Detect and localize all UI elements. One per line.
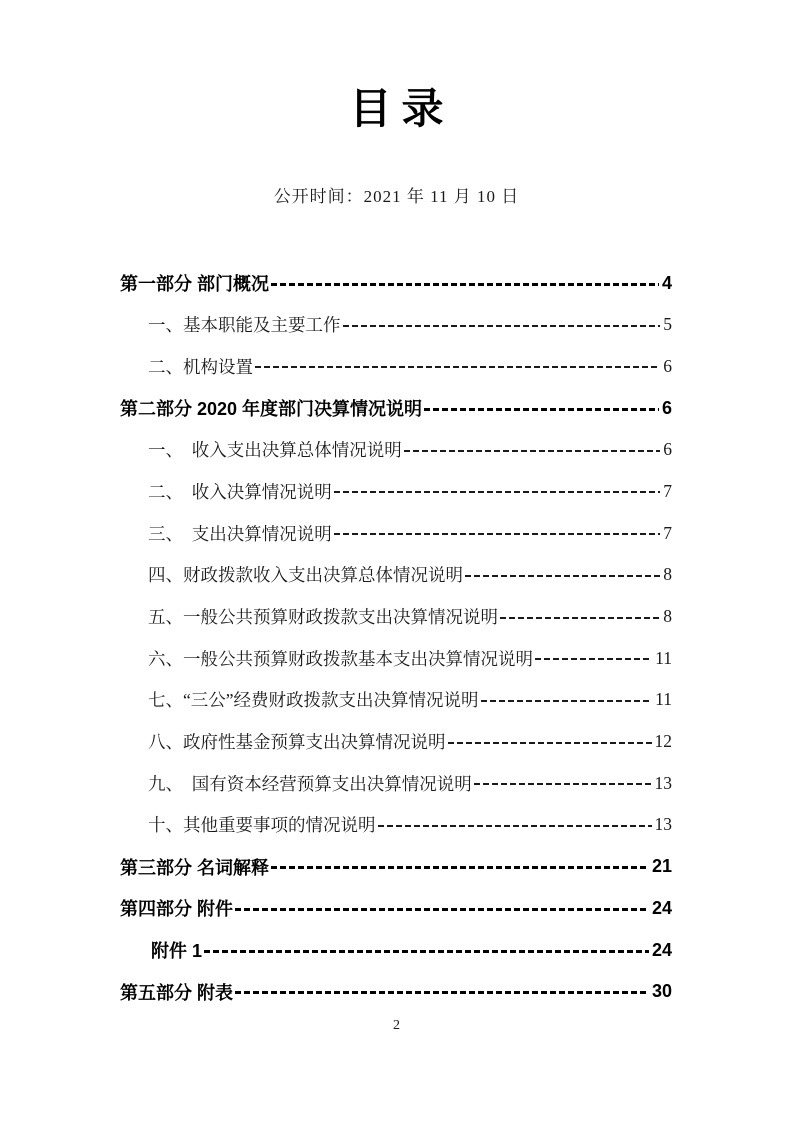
toc-page-number: 7 [663,522,672,543]
toc-entry [120,304,672,346]
toc-entry-label: 附件 1 [151,941,203,962]
toc-dash-leader [343,325,661,327]
toc-entry [120,929,672,971]
toc-entry [120,554,672,596]
toc-page-number: 7 [663,480,672,501]
toc-list [0,262,793,1012]
toc-dash-leader [474,783,652,785]
toc-entry [120,512,672,554]
page-title: 目录 [349,85,454,132]
toc-page-number: 8 [663,564,672,585]
toc-entry-label: 第一部分 部门概况 [120,274,270,295]
toc-page-number: 6 [663,439,672,460]
toc-entry [120,679,672,721]
toc-entry-label: 一、基本职能及主要工作 [148,315,341,336]
toc-entry [120,429,672,471]
toc-entry [120,721,672,763]
toc-entry-label: 九、 国有资本经营预算支出决算情况说明 [148,773,472,794]
toc-entry-label: 一、 收入支出决算总体情况说明 [148,440,402,461]
toc-dash-leader [535,658,652,660]
toc-page-number: 21 [651,856,672,877]
toc-entry [120,596,672,638]
toc-entry [120,346,672,388]
toc-dash-leader [204,950,649,953]
toc-page-number: 11 [655,647,672,668]
toc-page-number: 6 [661,397,672,418]
toc-entry [120,262,672,304]
toc-dash-leader [404,450,661,452]
toc-page-number: 30 [651,981,672,1002]
toc-entry-label: 二、机构设置 [148,356,253,377]
toc-dash-leader [465,575,660,577]
toc-page-number: 8 [663,606,672,627]
toc-entry-label: 四、财政拨款收入支出决算总体情况说明 [148,565,463,586]
toc-dash-leader [481,700,653,702]
toc-page-number: 12 [654,731,672,752]
toc-entry-label: 二、 收入决算情况说明 [148,481,332,502]
toc-dash-leader [235,991,649,994]
toc-entry-label: 六、一般公共预算财政拨款基本支出决算情况说明 [148,648,533,669]
toc-dash-leader [334,533,661,535]
toc-entry-label: 第二部分 2020 年度部门决算情况说明 [120,399,423,420]
toc-entry [120,637,672,679]
toc-entry-label: 第五部分 附表 [120,982,234,1003]
toc-page-number: 11 [655,689,672,710]
toc-dash-leader [271,866,649,869]
toc-dash-leader [334,491,661,493]
toc-dash-leader [235,908,649,911]
toc-dash-leader [424,408,659,411]
toc-entry [120,846,672,888]
toc-entry-label: 第三部分 名词解释 [120,857,270,878]
toc-entry-label: 十、其他重要事项的情况说明 [148,815,376,836]
toc-entry-label: 五、一般公共预算财政拨款支出决算情况说明 [148,607,498,628]
toc-dash-leader [500,617,660,619]
toc-page-number: 6 [663,355,672,376]
toc-page-number: 5 [663,314,672,335]
toc-dash-leader [378,825,652,827]
toc-page-number: 24 [651,897,672,918]
toc-entry-label: 七、“三公”经费财政拨款支出决算情况说明 [148,690,479,711]
toc-dash-leader [271,283,659,286]
toc-entry [120,804,672,846]
toc-entry-label: 三、 支出决算情况说明 [148,523,332,544]
toc-entry-label: 第四部分 附件 [120,899,234,920]
toc-dash-leader [448,742,652,744]
toc-entry [120,471,672,513]
toc-page-number: 13 [654,814,672,835]
toc-page-number: 24 [651,939,672,960]
toc-entry [120,387,672,429]
publish-time-line: 公开时间：2021 年 11 月 10 日 [273,187,520,207]
toc-entry [120,888,672,930]
footer-page-number: 2 [393,1018,400,1033]
toc-entry [120,762,672,804]
toc-page-number: 4 [661,272,672,293]
toc-entry [120,971,672,1013]
toc-entry-label: 八、政府性基金预算支出决算情况说明 [148,732,446,753]
toc-dash-leader [255,366,660,368]
toc-page-number: 13 [654,772,672,793]
